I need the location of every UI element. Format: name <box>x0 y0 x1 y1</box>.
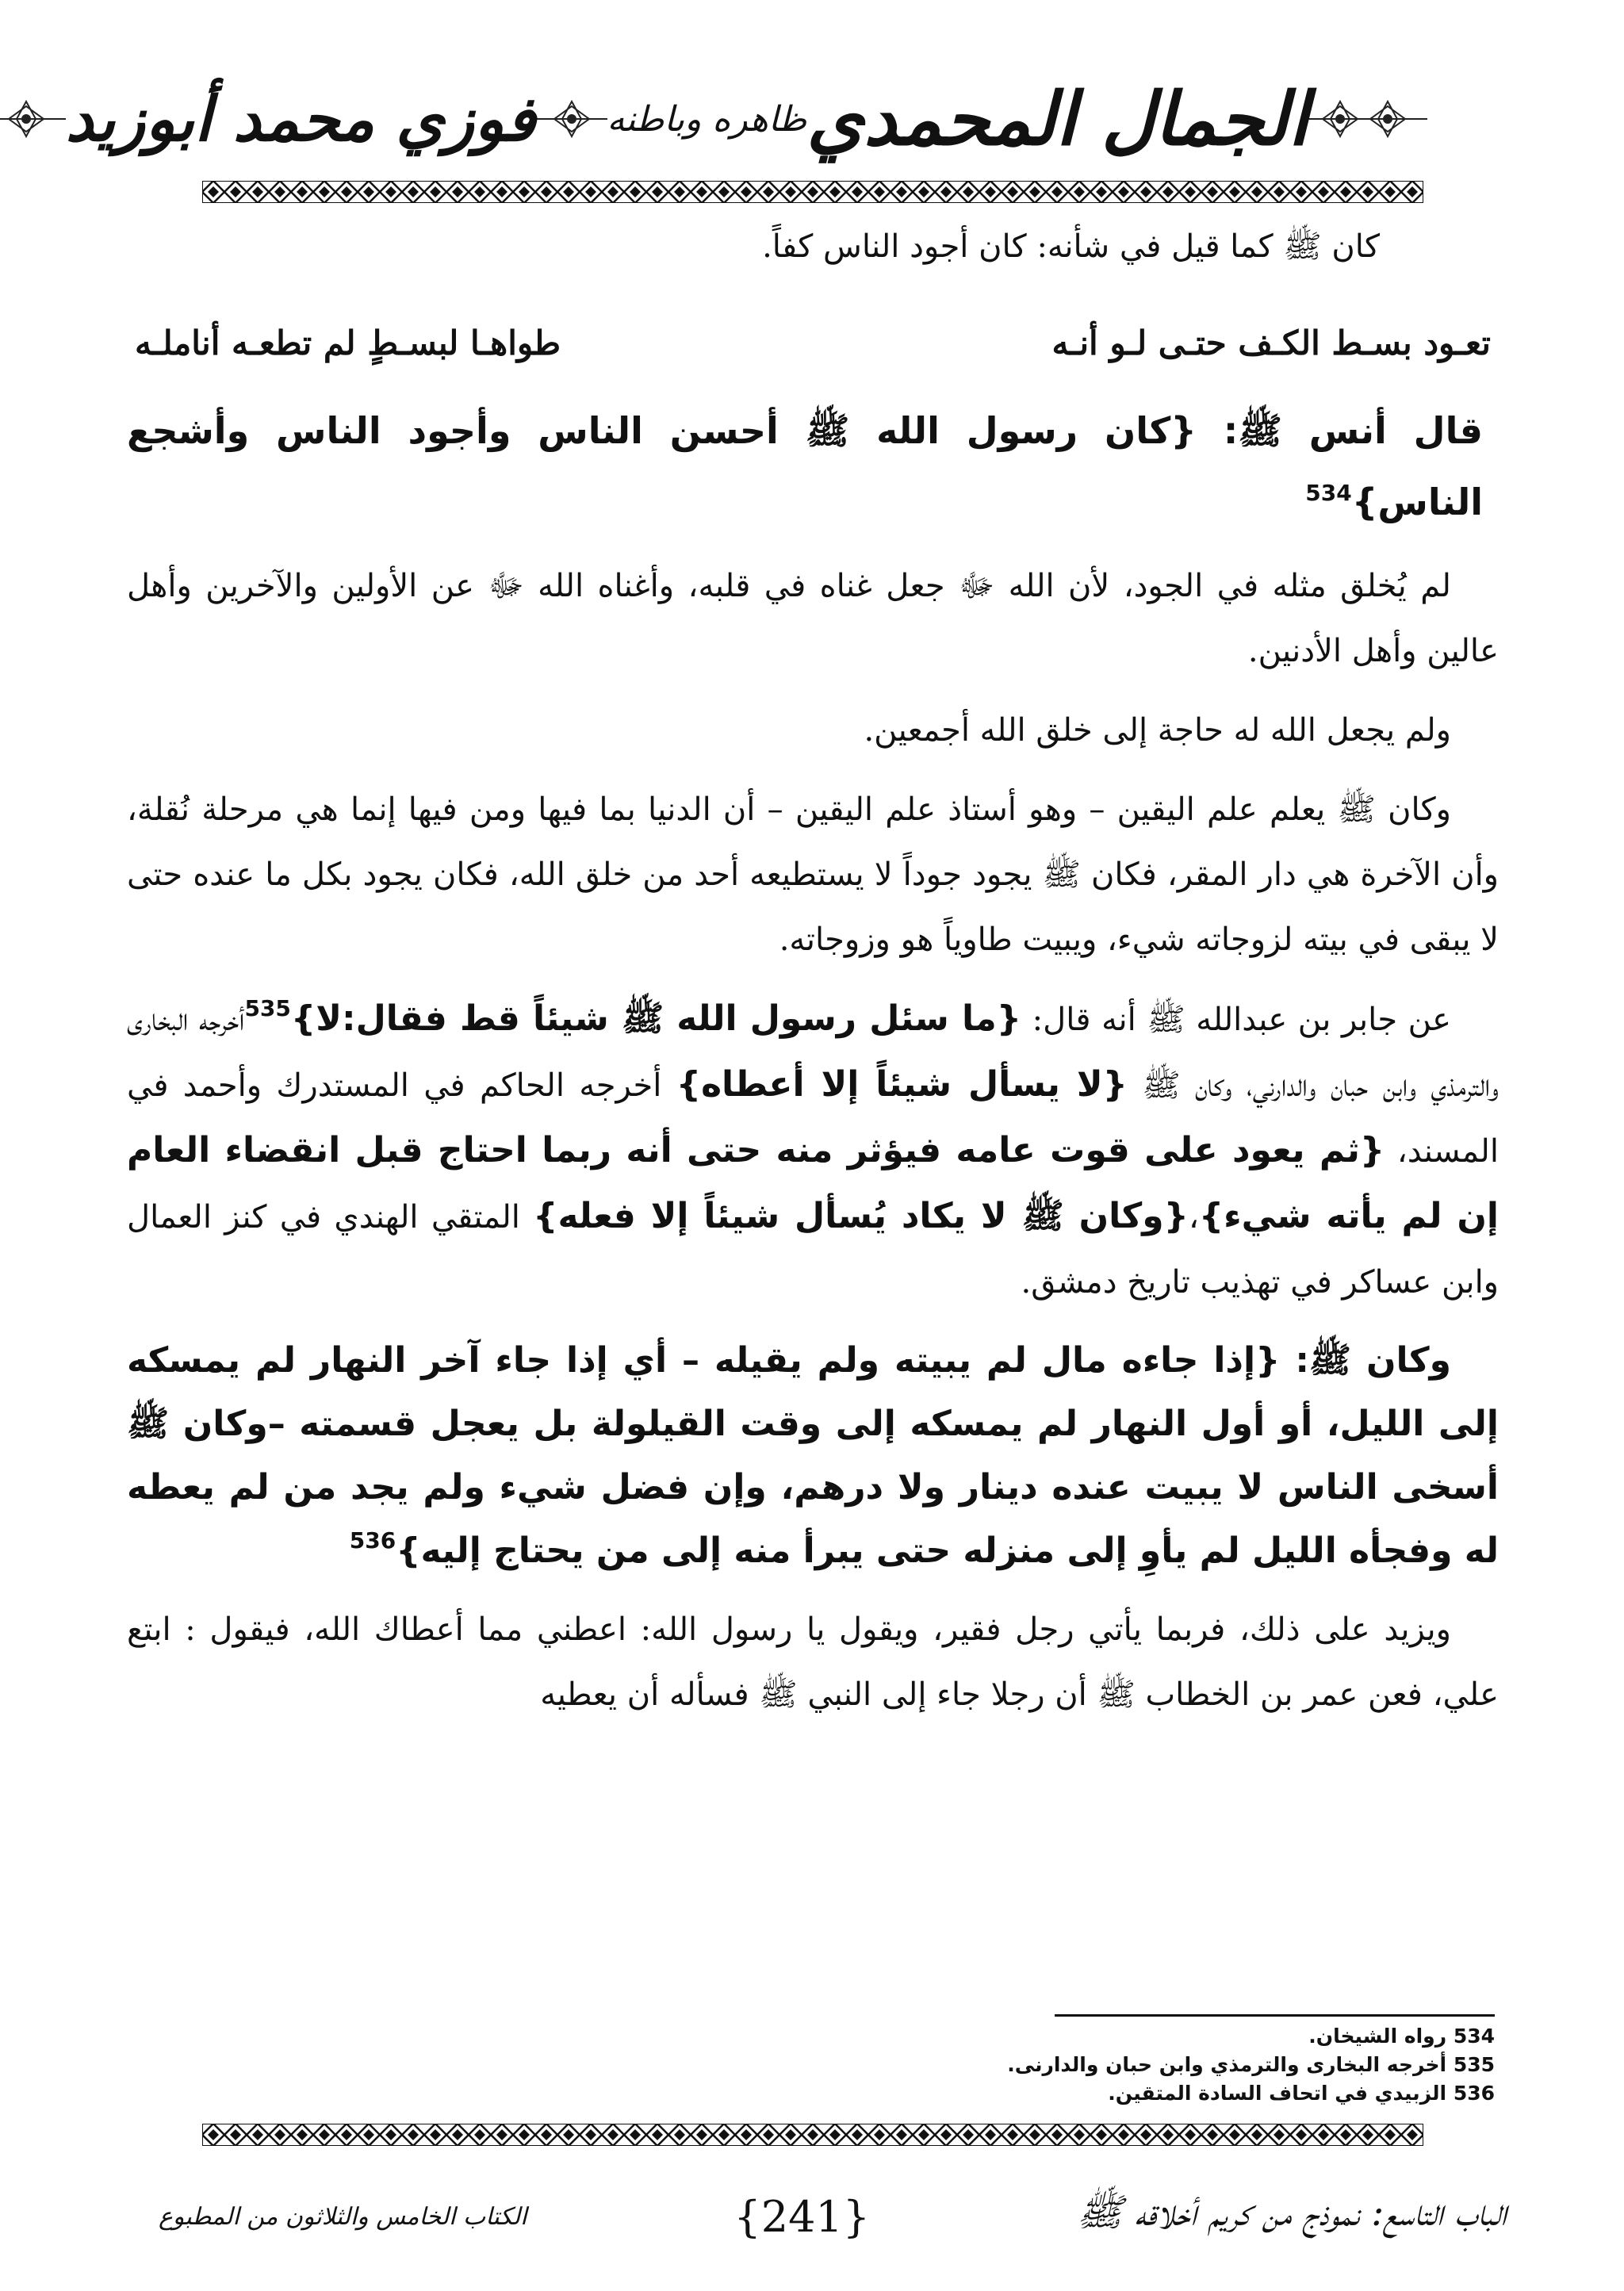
p5-source-1: أخرجه البخارى والترمذي وابن حبان والدارني، وكان ﷺ <box>127 1002 1500 1104</box>
poem-left-hemistich: طواهـا لبسـطٍ لم تطعـه أناملـه <box>135 324 561 362</box>
footnotes <box>127 2022 1495 2108</box>
paragraph-1: كان ﷺ كما قيل في شأنه: كان أجود الناس كفاً. <box>762 228 1380 265</box>
p5-intro: عن جابر بن عبدالله ﷺ أنه قال: <box>1021 1002 1451 1038</box>
p5-source-3: المتقي الهندي في كنز العمال وابن عساكر في تهذيب تاريخ دمشق. <box>127 1199 1499 1301</box>
footnote-ref-536[interactable]: 536 <box>349 1527 396 1554</box>
book-series-label: الكتاب الخامس والثلاثون من المطبوع <box>159 2202 527 2231</box>
anas-lead: قال أنس ﷺ: <box>1197 409 1483 452</box>
page-header <box>65 59 1427 178</box>
star-ornament-icon <box>1308 95 1427 143</box>
footnote-534: 534 رواه الشيخان. <box>1308 2025 1495 2048</box>
footnote-535: 535 أخرجه البخارى والترمذي وابن حبان والدارنى. <box>1007 2053 1495 2076</box>
anas-hadith <box>127 395 1499 538</box>
footer-border-band <box>202 2124 1423 2146</box>
p5-hadith-1: {ما سئل رسول الله ﷺ شيئاً قط فقال:لا} <box>290 998 1022 1039</box>
p5-comma: ، <box>1188 1199 1199 1236</box>
footnote-ref-535[interactable]: 535 <box>244 995 291 1021</box>
p5-hadith-2: {لا يسأل شيئاً إلا أعطاه} <box>676 1064 1128 1105</box>
paragraph-2: لم يُخلق مثله في الجود، لأن الله ﷻ جعل غناه في قلبه، وأغناه الله ﷻ عن الأولين والآخرين وأهل عالين وأهل الأدنين. <box>127 568 1499 669</box>
p6-text: وكان ﷺ: {إذا جاءه مال لم يبيته ولم يقيله – أي إذا جاء آخر النهار لم يمسكه إلى الليل، أو أول النهار لم يمسكه إلى وقت القيلولة بل يعجل قسمته –وكان ﷺ أسخى الناس لا يبيت عنده دينار ولا درهم، وإن فضل شيء ولم يجد من لم يعطه له وفجأه الليل لم يأوِ إلى منزله حتى يبرأ منه إلى من يحتاج إليه} <box>127 1340 1499 1571</box>
book-subtitle: ظاهره وباطنه <box>607 98 807 140</box>
poem-right-hemistich: تعـود بسـط الكـف حتـى لـو أنـه <box>1051 324 1491 362</box>
poem-verse <box>127 308 1499 379</box>
paragraph-5 <box>127 987 1499 1315</box>
header-ornament-middle <box>536 95 607 143</box>
page-footer <box>159 2173 1507 2260</box>
author-name: فوزي محمد أبوزيد <box>65 82 536 155</box>
book-title: الجمال المحمدي <box>806 76 1308 162</box>
paragraph-4: وكان ﷺ يعلم علم اليقين – وهو أستاذ علم اليقين – أن الدنيا بما فيها ومن فيها إنما هي مرحلة نُقلة، وأن الآخرة هي دار المقر، فكان ﷺ يجود جوداً لا يستطيعه أحد من خلق الله، فكان يجود بكل ما عنده حتى لا يبقى في بيته لزوجاته شيء، ويبيت طاوياً هو وزوجاته. <box>127 791 1499 958</box>
header-border-band <box>202 181 1423 203</box>
anas-quote: {كان رسول الله ﷺ أحسن الناس وأجود الناس وأشجع الناس} <box>127 409 1483 523</box>
header-ornament-left <box>0 95 66 143</box>
p5-hadith-3: {ثم يعود على قوت عامه فيؤثر منه حتى أنه ربما احتاج قبل انقضاء العام إن لم يأته شيء} <box>127 1130 1499 1236</box>
footnote-536: 536 الزبيدي في اتحاف السادة المتقين. <box>1108 2082 1495 2105</box>
paragraph-7: ويزيد على ذلك، فربما يأتي رجل فقير، ويقول يا رسول الله: اعطني مما أعطاك الله، فيقول : ابتع علي، فعن عمر بن الخطاب ﷺ أن رجلا جاء إلى النبي ﷺ فسأله أن يعطيه <box>127 1611 1499 1713</box>
star-ornament-icon <box>0 95 66 143</box>
p5-hadith-4: {وكان ﷺ لا يكاد يُسأل شيئاً إلا فعله} <box>533 1196 1189 1236</box>
p5-source-2: أخرجه الحاكم في المستدرك وأحمد في المسند، <box>127 1067 1499 1170</box>
header-ornament-right <box>1308 95 1427 143</box>
footnote-ref-534[interactable]: 534 <box>1305 480 1352 506</box>
page-number: {241} <box>733 2191 871 2242</box>
chapter-title: الباب التاسع: نموذج من كريم أخلاقه ﷺ <box>1077 2189 1507 2235</box>
star-ornament-icon <box>536 95 607 143</box>
paragraph-3: ولم يجعل الله له حاجة إلى خلق الله أجمعين. <box>864 712 1451 749</box>
footnote-separator <box>1055 2014 1495 2017</box>
main-text <box>127 214 1499 1741</box>
paragraph-6 <box>127 1329 1499 1583</box>
